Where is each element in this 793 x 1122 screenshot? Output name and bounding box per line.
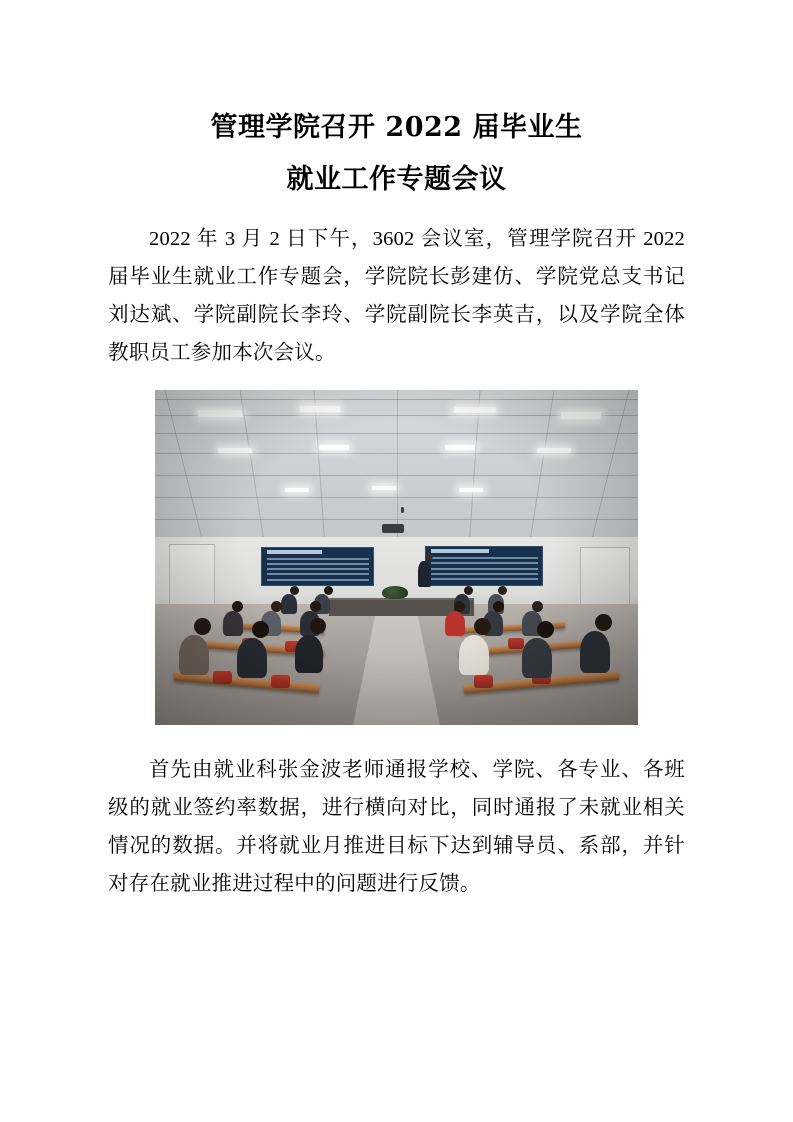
presenter <box>418 561 431 587</box>
ceiling-light <box>300 406 341 412</box>
attendee <box>580 631 610 673</box>
ceiling-light <box>198 410 243 417</box>
chair <box>213 671 232 684</box>
attendee <box>295 635 323 673</box>
ceiling-light <box>319 445 349 450</box>
attendee-head <box>537 621 554 638</box>
ceiling-light <box>217 448 252 453</box>
attendee <box>237 638 267 678</box>
attendee-head <box>464 586 473 595</box>
projection-screen-left <box>261 547 374 586</box>
projection-screen-right <box>425 546 543 587</box>
attendee-head <box>310 601 321 612</box>
attendee <box>179 635 209 675</box>
ceiling-light <box>560 412 601 419</box>
chair <box>271 675 290 688</box>
chair <box>508 638 524 649</box>
attendee-head <box>271 601 282 612</box>
ceiling-light <box>459 488 483 492</box>
classroom-meeting-photo <box>155 390 638 725</box>
ceiling-light <box>454 407 497 413</box>
attendee <box>281 594 297 614</box>
title-line-1: 管理学院召开 2022 届毕业生 <box>210 112 583 143</box>
attendee <box>459 635 489 675</box>
paragraph-2: 首先由就业科张金波老师通报学校、学院、各专业、各班级的就业签约率数据，进行横向对比，同时通报了未就业相关情况的数据。并将就业月推进目标下达到辅导员、系部，并针对存在就业推进过程中的问题进行反馈。 <box>108 759 685 895</box>
potted-plant <box>382 586 408 599</box>
paragraph-1: 2022 年 3 月 2 日下午，3602 会议室，管理学院召开 2022 届毕业生就业工作专题会，学院院长彭建仿、学院党总支书记刘达斌、学院副院长李玲、学院副院长李英吉，以及学院全体教职员工参加本次会议。 <box>108 228 685 364</box>
attendee <box>445 611 465 636</box>
attendee-head <box>194 618 211 635</box>
figure-container <box>108 390 685 725</box>
chair <box>474 675 493 688</box>
title-line-2: 就业工作专题会议 <box>286 164 507 195</box>
attendee-head <box>474 618 491 635</box>
attendee-head <box>532 601 543 612</box>
ceiling-light <box>445 445 475 450</box>
attendee <box>522 638 552 678</box>
attendee <box>223 611 243 636</box>
ceiling-light <box>536 448 571 453</box>
page-title <box>108 102 685 206</box>
attendee-head <box>595 614 612 631</box>
attendee-head <box>310 618 326 634</box>
document-title <box>108 102 685 206</box>
attendee-head <box>324 586 333 595</box>
projector <box>382 524 404 533</box>
attendee-head <box>252 621 269 638</box>
attendee-head <box>498 586 507 595</box>
ceiling-light <box>285 488 309 492</box>
ceiling-light <box>372 486 396 490</box>
